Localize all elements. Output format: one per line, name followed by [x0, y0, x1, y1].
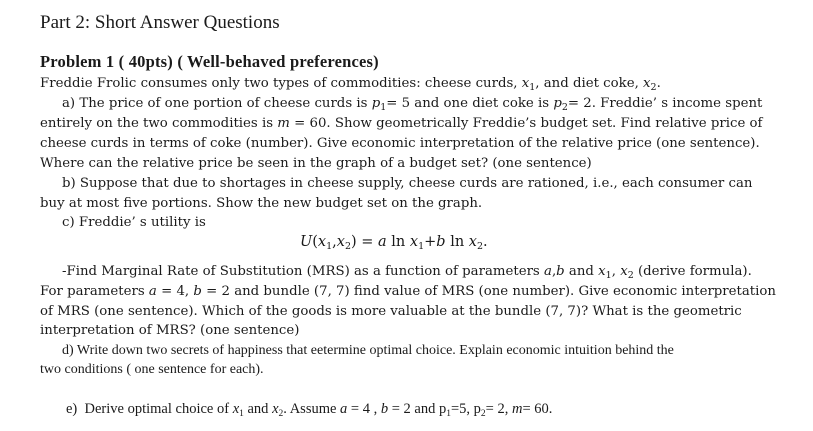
part-c-text: For parameters: [40, 284, 145, 299]
part-e-label: e): [66, 401, 78, 417]
part-c-line-5: interpretation of MRS? (one sentence): [40, 323, 300, 338]
problem-heading: Problem 1 ( 40pts) ( Well-behaved preferences): [40, 52, 379, 71]
formula-sub: 2: [344, 241, 351, 252]
part-c-line-1: c) Freddie’ s utility is: [62, 215, 206, 230]
part-a-text: = 2. Freddie’ s income spent: [567, 96, 763, 111]
var-x1: x: [598, 264, 606, 279]
part-c-text: (derive formula).: [637, 264, 752, 279]
formula-paren: (: [312, 234, 318, 250]
part-e-text: = 2 and p: [391, 401, 447, 417]
formula-U: U: [300, 234, 313, 250]
formula-ln: ln: [391, 234, 406, 250]
var-x1: x: [521, 76, 530, 91]
part-c-line-2: [62, 263, 752, 285]
var-b: b: [380, 401, 389, 417]
utility-formula: [300, 234, 488, 252]
var-p2: p: [553, 96, 562, 111]
formula-comma: ,: [332, 234, 337, 250]
formula-eq: =: [361, 234, 374, 250]
sub-1: 1: [446, 409, 451, 419]
var-x2: x: [643, 76, 651, 91]
intro-text: Freddie Frolic consumes only two types of commodities: cheese curds,: [40, 76, 518, 91]
part-a-text: = 5 and one diet coke is: [386, 96, 550, 111]
part-title: Part 2: Short Answer Questions: [40, 12, 280, 33]
part-c-line-3: [40, 283, 776, 301]
formula-x: x: [409, 234, 419, 250]
sub-1: 1: [605, 270, 612, 281]
part-a-line-2: [40, 115, 762, 133]
intro-text: , and diet coke,: [535, 76, 639, 91]
part-a-line-1: [62, 95, 762, 117]
part-e-text: = 4 ,: [350, 401, 378, 417]
part-d-line-2: two conditions ( one sentence for each).: [40, 362, 264, 377]
var-m: m: [511, 401, 523, 417]
intro-line: [40, 75, 661, 97]
sub-1: 1: [380, 102, 387, 113]
sub-2: 2: [650, 82, 657, 93]
sub-1: 1: [239, 409, 244, 419]
sub-2: 2: [480, 409, 486, 419]
part-a-line-4: Where can the relative price be seen in the graph of a budget set? (one sentence): [40, 156, 592, 171]
var-p1: p: [371, 96, 381, 111]
part-c-line-4: of MRS (one sentence). Which of the goods is more valuable at the bundle (7, 7)? What is the geometric: [40, 304, 742, 319]
formula-plus: +: [424, 234, 437, 250]
formula-period: .: [483, 234, 488, 250]
part-e-text: = 60.: [522, 401, 553, 417]
formula-b: b: [436, 234, 446, 250]
sub-1: 1: [529, 82, 536, 93]
part-a-text: entirely on the two commodities is: [40, 116, 274, 131]
sub-2: 2: [627, 270, 634, 281]
part-c-text: = 2 and bundle (7, 7) find value of MRS (one number). Give economic interpretation: [206, 284, 776, 299]
part-e-text: . Assume: [283, 401, 337, 417]
formula-paren: ): [350, 234, 357, 250]
part-a-text: a) The price of one portion of cheese curds is: [62, 96, 368, 111]
var-b: b: [193, 284, 202, 299]
formula-x: x: [468, 234, 477, 250]
formula-a: a: [378, 234, 387, 250]
var-a: a: [340, 401, 348, 417]
part-d-line-1: d) Write down two secrets of happiness that eetermine optimal choice. Explain economic intuition behind the: [62, 343, 674, 358]
formula-sub: 1: [326, 241, 333, 252]
part-e-text: Derive optimal choice of: [84, 401, 230, 417]
part-c-text: -Find Marginal Rate of Substitution (MRS) as a function of parameters: [62, 264, 540, 279]
var-x1: x: [232, 401, 240, 417]
part-b-line-1: b) Suppose that due to shortages in cheese supply, cheese curds are rationed, i.e., each consumer can: [62, 176, 753, 191]
var-x2: x: [620, 264, 628, 279]
formula-x: x: [317, 234, 327, 250]
part-c-text: = 4,: [161, 284, 190, 299]
var-a: a: [148, 284, 157, 299]
var-x2: x: [272, 401, 279, 417]
part-a-text: = 60. Show geometrically Freddie’s budget set. Find relative price of: [294, 116, 763, 131]
sub-2: 2: [561, 102, 568, 113]
part-c-text: ,: [551, 264, 557, 279]
intro-text: .: [656, 76, 661, 91]
formula-ln: ln: [450, 234, 465, 250]
formula-sub: 2: [476, 241, 484, 252]
var-a: a: [544, 264, 552, 279]
part-e-line: [66, 400, 552, 423]
var-b: b: [556, 264, 565, 279]
part-c-text: and: [568, 264, 594, 279]
part-b-line-2: buy at most five portions. Show the new budget set on the graph.: [40, 196, 483, 211]
sub-2: 2: [278, 409, 284, 419]
part-c-text: ,: [611, 264, 616, 279]
part-e-text: and: [247, 401, 269, 417]
formula-x: x: [336, 234, 345, 250]
part-a-line-3: cheese curds in terms of coke (number). Give economic interpretation of the relative price (one sentence).: [40, 136, 760, 151]
part-e-text: = 2,: [485, 401, 509, 417]
var-m: m: [277, 116, 290, 131]
formula-sub: 1: [418, 241, 425, 252]
part-e-text: =5, p: [450, 401, 481, 417]
